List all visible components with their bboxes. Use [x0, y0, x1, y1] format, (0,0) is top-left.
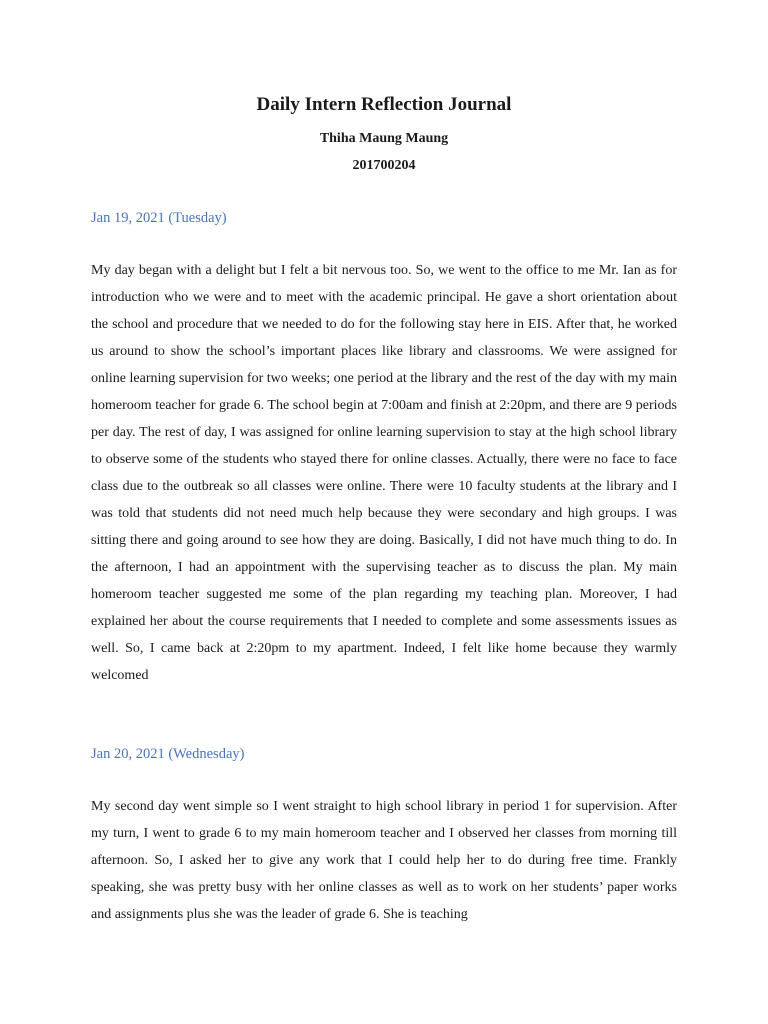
- entry-body: My day began with a delight but I felt a bit nervous too. So, we went to the office to me Mr. Ian as for introduction who we were and to meet with the academic principal. He gave a short orientation about the school and procedure that we needed to do for the following stay here in EIS. After that, he worked us around to show the school’s important places like library and classrooms. We were assigned for online learning supervision for two weeks; one period at the library and the rest of the day with my main homeroom teacher for grade 6. The school begin at 7:00am and finish at 2:20pm, and there are 9 periods per day. The rest of day, I was assigned for online learning supervision to stay at the high school library to observe some of the students who stayed there for online classes. Actually, there were no face to face class due to the outbreak so all classes were online. There were 10 faculty students at the library and I was told that students did not need much help because they were secondary and high groups. I was sitting there and going around to see how they are doing. Basically, I did not have much thing to do. In the afternoon, I had an appointment with the supervising teacher as to discuss the plan. My main homeroom teacher suggested me some of the plan regarding my teaching plan. Moreover, I had explained her about the course requirements that I needed to complete and some assessments issues as well. So, I came back at 2:20pm to my apartment. Indeed, I felt like home because they warmly welcomed: [91, 263, 677, 683]
- document-title: Daily Intern Reflection Journal: [256, 94, 512, 115]
- entry-date: Jan 19, 2021 (Tuesday): [91, 210, 227, 226]
- entry-date: Jan 20, 2021 (Wednesday): [91, 746, 245, 762]
- entry-body: My second day went simple so I went straight to high school library in period 1 for supervision. After my turn, I went to grade 6 to my main homeroom teacher and I observed her classes from morning till afternoon. So, I asked her to give any work that I could help her to do during free time. Frankly speaking, she was pretty busy with her online classes as well as to work on her students’ paper works and assignments plus she was the leader of grade 6. She is teaching: [91, 799, 677, 922]
- student-id: 201700204: [352, 158, 416, 173]
- author-name: Thiha Maung Maung: [319, 131, 449, 146]
